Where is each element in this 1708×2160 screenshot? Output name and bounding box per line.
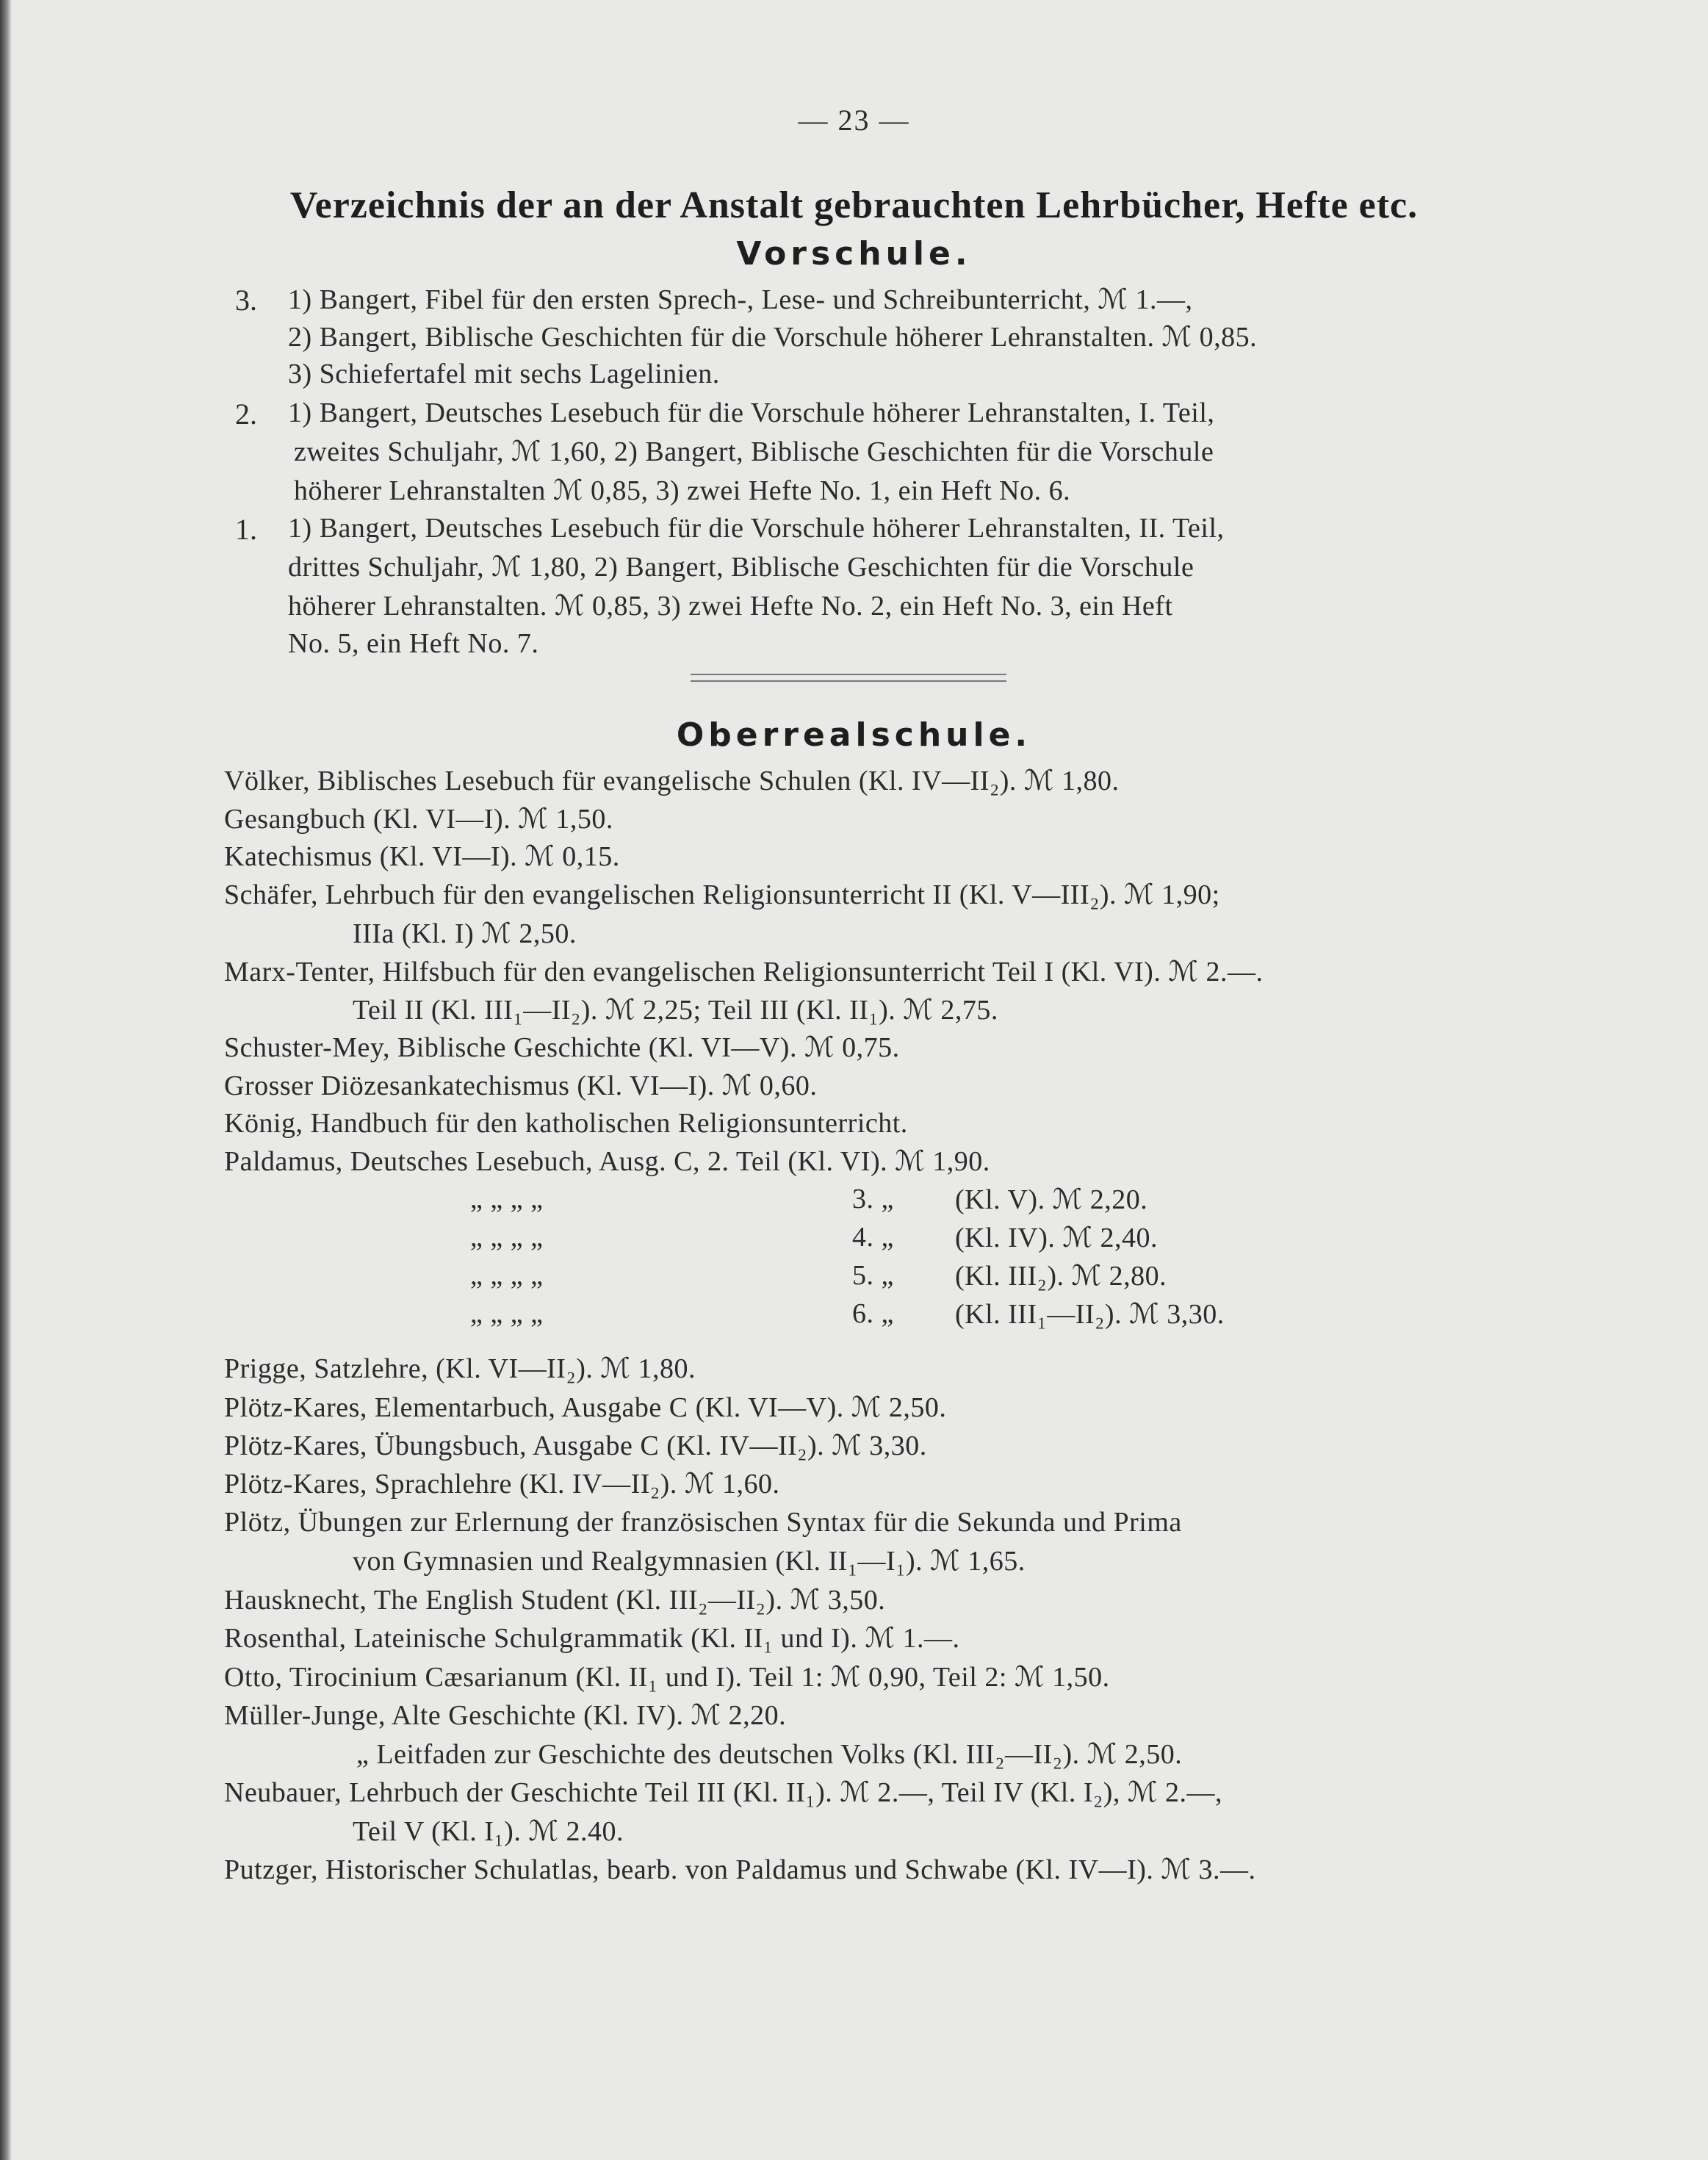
- book-entry-continuation: von Gymnasien und Realgymnasien (Kl. II₁—I₁). ℳ 1,65.: [353, 1546, 1026, 1577]
- text-line: drittes Schuljahr, ℳ 1,80, 2) Bangert, Biblische Geschichten für die Vorschule: [288, 552, 1194, 583]
- ditto-marks: „ „ „ „: [470, 1298, 544, 1329]
- book-entry: „ Leitfaden zur Geschichte des deutschen Volks (Kl. III₂—II₂). ℳ 2,50.: [356, 1739, 1183, 1770]
- ditto-marks: „ „ „ „: [470, 1222, 544, 1253]
- book-entry-continuation: Teil II (Kl. III₁—II₂). ℳ 2,25; Teil III (Kl. II₁). ℳ 2,75.: [353, 995, 998, 1026]
- teil-number: 5. „: [852, 1260, 894, 1291]
- book-entry: König, Handbuch für den katholischen Religionsunterricht.: [224, 1108, 908, 1139]
- section-heading-vorschule: Vorschule.: [736, 235, 972, 273]
- class-price: (Kl. IV). ℳ 2,40.: [955, 1223, 1159, 1253]
- text-line: höherer Lehranstalten ℳ 0,85, 3) zwei Hefte No. 1, ein Heft No. 6.: [294, 475, 1071, 506]
- ditto-marks: „ „ „ „: [470, 1184, 544, 1214]
- book-entry: Plötz-Kares, Übungsbuch, Ausgabe C (Kl. IV—II₂). ℳ 3,30.: [224, 1430, 927, 1461]
- text-line: 1) Bangert, Fibel für den ersten Sprech-, Lese- und Schreibunterricht, ℳ 1.—,: [288, 284, 1193, 315]
- teil-number: 6. „: [852, 1298, 894, 1329]
- book-entry: Gesangbuch (Kl. VI—I). ℳ 1,50.: [224, 804, 613, 835]
- text-line: No. 5, ein Heft No. 7.: [288, 628, 539, 659]
- teil-number: 4. „: [852, 1222, 894, 1253]
- text-line: höherer Lehranstalten. ℳ 0,85, 3) zwei Hefte No. 2, ein Heft No. 3, ein Heft: [288, 591, 1173, 622]
- book-entry: Marx-Tenter, Hilfsbuch für den evangelischen Religionsunterricht Teil I (Kl. VI). ℳ 2.—.: [224, 957, 1264, 987]
- page-title: Verzeichnis der an der Anstalt gebrauchten Lehrbücher, Hefte etc.: [289, 184, 1419, 226]
- book-entry: Paldamus, Deutsches Lesebuch, Ausg. C, 2. Teil (Kl. VI). ℳ 1,90.: [224, 1146, 990, 1177]
- text-line: 3) Schiefertafel mit sechs Lagelinien.: [288, 359, 720, 389]
- book-entry: Schuster-Mey, Biblische Geschichte (Kl. VI—V). ℳ 0,75.: [224, 1032, 900, 1063]
- book-entry: Hausknecht, The English Student (Kl. III₂—II₂). ℳ 3,50.: [224, 1585, 886, 1616]
- text-line: 1) Bangert, Deutsches Lesebuch für die Vorschule höherer Lehranstalten, I. Teil,: [288, 397, 1215, 428]
- text-line: zweites Schuljahr, ℳ 1,60, 2) Bangert, Biblische Geschichten für die Vorschule: [294, 436, 1214, 467]
- book-entry: Putzger, Historischer Schulatlas, bearb. von Paldamus und Schwabe (Kl. IV—I). ℳ 3.—.: [224, 1854, 1256, 1885]
- book-entry: Grosser Diözesankatechismus (Kl. VI—I). ℳ 0,60.: [224, 1070, 818, 1101]
- ditto-marks: „ „ „ „: [470, 1260, 544, 1291]
- class-price: (Kl. V). ℳ 2,20.: [955, 1184, 1148, 1215]
- class-price: (Kl. III₁—II₂). ℳ 3,30.: [955, 1299, 1225, 1330]
- book-entry: Katechismus (Kl. VI—I). ℳ 0,15.: [224, 841, 620, 872]
- section-heading-oberrealschule: Oberrealschule.: [676, 716, 1032, 754]
- book-entry: Schäfer, Lehrbuch für den evangelischen Religionsunterricht II (Kl. V—III₂). ℳ 1,90;: [224, 879, 1220, 910]
- book-entry: Plötz, Übungen zur Erlernung der französischen Syntax für die Sekunda und Prima: [224, 1507, 1182, 1538]
- book-entry: Müller-Junge, Alte Geschichte (Kl. IV). ℳ 2,20.: [224, 1700, 787, 1731]
- page-number: — 23 —: [798, 104, 910, 137]
- class-number: 1.: [235, 513, 257, 546]
- book-entry: Rosenthal, Lateinische Schulgrammatik (Kl. II₁ und I). ℳ 1.—.: [224, 1623, 960, 1654]
- class-number: 2.: [235, 397, 257, 431]
- teil-number: 3. „: [852, 1184, 894, 1214]
- book-entry: Völker, Biblisches Lesebuch für evangelische Schulen (Kl. IV—II₂). ℳ 1,80.: [224, 766, 1120, 796]
- book-entry-continuation: IIIa (Kl. I) ℳ 2,50.: [353, 918, 577, 949]
- book-entry: Prigge, Satzlehre, (Kl. VI—II₂). ℳ 1,80.: [224, 1353, 696, 1384]
- book-entry-continuation: Teil V (Kl. I₁). ℳ 2.40.: [353, 1816, 624, 1847]
- book-entry: Plötz-Kares, Sprachlehre (Kl. IV—II₂). ℳ 1,60.: [224, 1469, 780, 1500]
- section-divider: [691, 674, 1006, 682]
- book-entry: Plötz-Kares, Elementarbuch, Ausgabe C (Kl. VI—V). ℳ 2,50.: [224, 1392, 947, 1423]
- class-number: 3.: [235, 284, 257, 317]
- book-entry: Neubauer, Lehrbuch der Geschichte Teil III (Kl. II₁). ℳ 2.—, Teil IV (Kl. I₂), ℳ 2.—,: [224, 1777, 1223, 1808]
- text-line: 2) Bangert, Biblische Geschichten für die Vorschule höherer Lehranstalten. ℳ 0,85.: [288, 322, 1258, 353]
- text-line: 1) Bangert, Deutsches Lesebuch für die Vorschule höherer Lehranstalten, II. Teil,: [288, 513, 1225, 544]
- class-price: (Kl. III₂). ℳ 2,80.: [955, 1261, 1167, 1292]
- book-entry: Otto, Tirocinium Cæsarianum (Kl. II₁ und I). Teil 1: ℳ 0,90, Teil 2: ℳ 1,50.: [224, 1662, 1110, 1693]
